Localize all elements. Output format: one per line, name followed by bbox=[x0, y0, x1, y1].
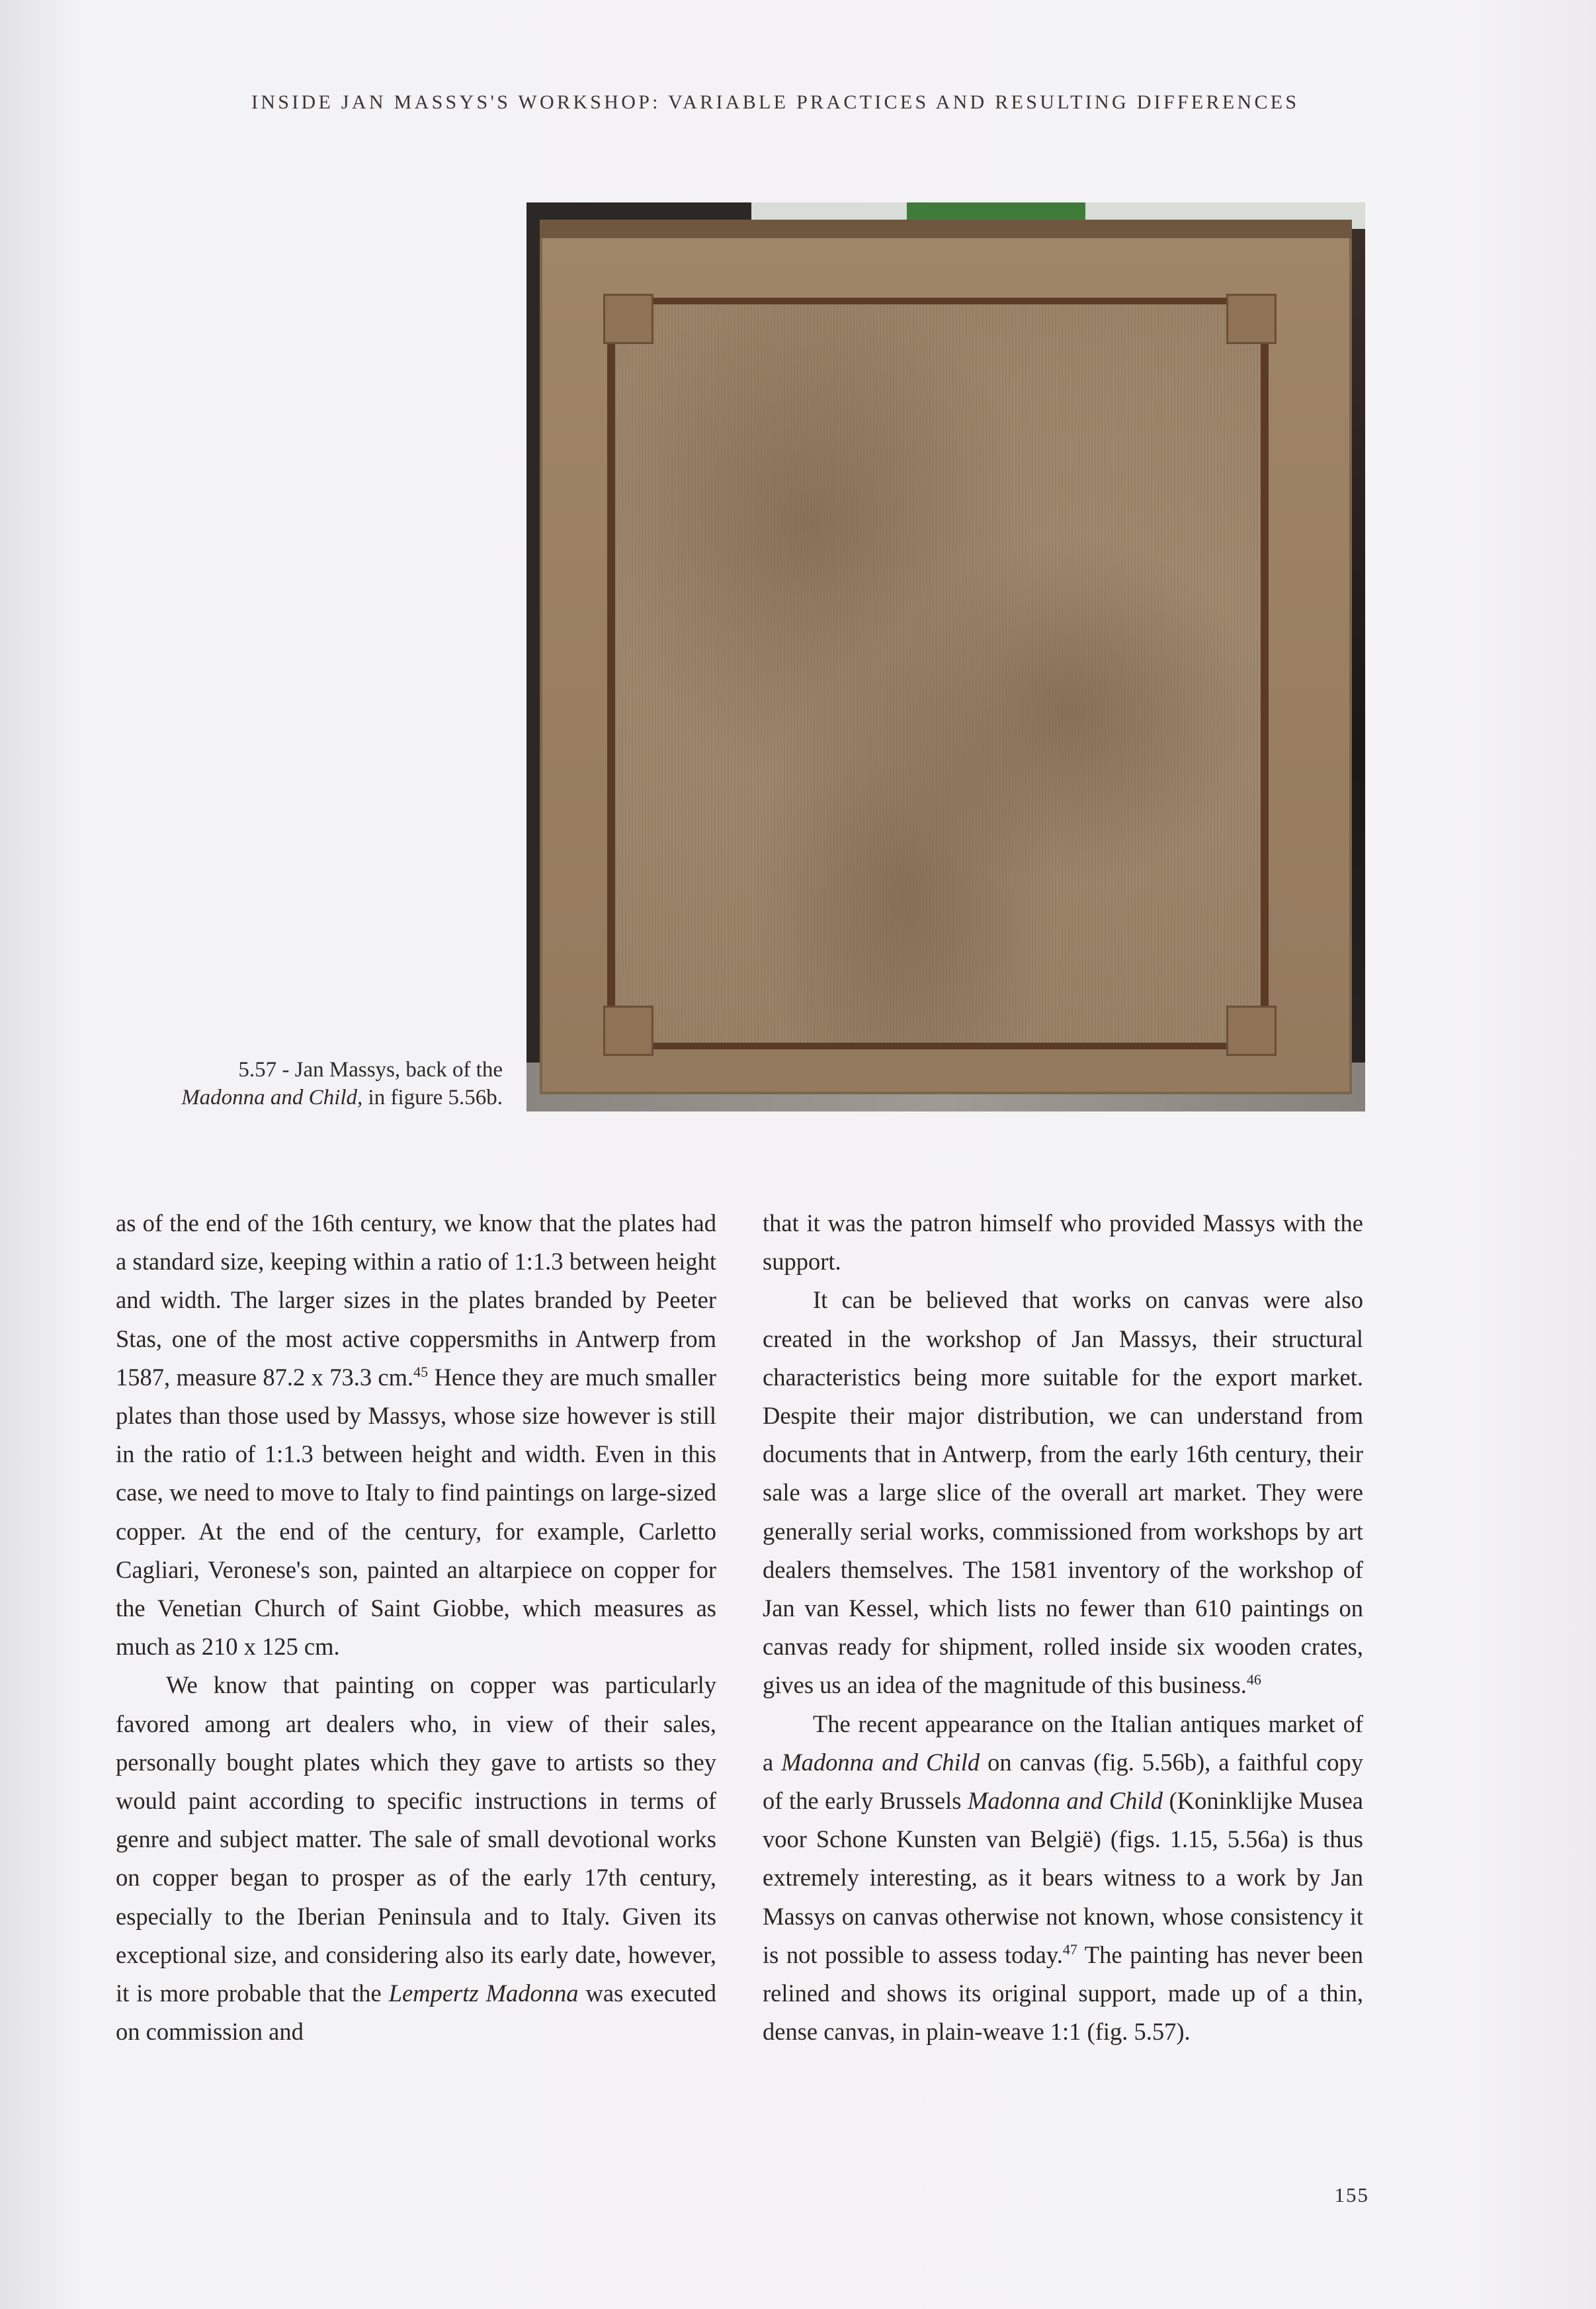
left-p1-cont: Hence they are much smaller plates than those used by Massys, whose size however is still in the ratio of 1:1.3 between height and width. Even in this case, we need to move to Italy to find paintings on large-sized copper. At the end of the century, for example, Carletto Cagliari, Veronese's son, painted an altarpiece on copper for the Venetian Church of Saint Giobbe, which measures as much as 210 x 125 cm. bbox=[116, 1363, 716, 1661]
caption-title: Madonna and Child, bbox=[181, 1086, 363, 1110]
right-p3-title-2: Madonna and Child bbox=[968, 1787, 1163, 1815]
right-paragraph-3 bbox=[763, 1705, 1363, 2052]
corner-brace-top-left bbox=[603, 294, 653, 344]
corner-brace-bottom-right bbox=[1226, 1006, 1277, 1056]
right-p2-text: It can be believed that works on canvas were also created in the workshop of Jan Massys, their structural characteristics being more suitable for the export market. Despite their major distribution, we can understand from documents that in Antwerp, from the early 16th century, their sale was a large slice of the overall art market. They were generally serial works, commissioned from workshops by art dealers themselves. The 1581 inventory of the workshop of Jan van Kessel, which lists no fewer than 610 paintings on canvas ready for shipment, rolled inside six wooden crates, gives us an idea of the magnitude of this business. bbox=[763, 1286, 1363, 1699]
figure-caption bbox=[99, 1056, 503, 1111]
figure-photo bbox=[526, 202, 1365, 1111]
caption-line-1: 5.57 - Jan Massys, back of the bbox=[238, 1058, 503, 1082]
stretcher-top-edge bbox=[540, 220, 1352, 238]
canvas-reverse bbox=[615, 304, 1261, 1043]
right-p3-a: The recent appearance on the Italian antiques market of a bbox=[763, 1710, 1363, 1776]
left-p1-text: as of the end of the 16th century, we know that the plates had a standard size, keeping within a ratio of 1:1.3 between height and width. The larger sizes in the plates branded by Peeter Stas, one of the most active coppersmiths in Antwerp from 1587, measure 87.2 x 73.3 cm. bbox=[116, 1209, 716, 1391]
footnote-ref-46[interactable]: 46 bbox=[1246, 1671, 1261, 1688]
right-paragraph-1: that it was the patron himself who provided Massys with the support. bbox=[763, 1209, 1363, 1276]
left-p2-end: was executed on commission and bbox=[116, 1980, 716, 2046]
right-p3-d: The painting has never been relined and shows its original support, made up of a thin, dense canvas, in plain-weave 1:1 (fig. 5.57). bbox=[763, 1940, 1363, 2046]
caption-line-2 bbox=[99, 1084, 503, 1111]
running-head: INSIDE JAN MASSYS'S WORKSHOP: VARIABLE PRACTICES AND RESULTING DIFFERENCES bbox=[251, 91, 1300, 113]
left-paragraph-2 bbox=[116, 1666, 716, 2051]
right-column bbox=[763, 1204, 1363, 2051]
caption-rest: in figure 5.56b. bbox=[362, 1086, 503, 1110]
right-p3-title-1: Madonna and Child bbox=[781, 1748, 980, 1776]
corner-brace-bottom-left bbox=[603, 1006, 653, 1056]
footnote-ref-45[interactable]: 45 bbox=[413, 1363, 429, 1380]
page-number: 155 bbox=[1334, 2183, 1369, 2206]
footnote-ref-47[interactable]: 47 bbox=[1062, 1940, 1077, 1958]
right-p3-b: on canvas (fig. 5.56b), a faithful copy of the early Brussels bbox=[763, 1748, 1363, 1815]
corner-brace-top-right bbox=[1226, 294, 1277, 344]
left-column bbox=[116, 1204, 716, 2051]
left-paragraph-1 bbox=[116, 1204, 716, 1666]
right-p3-c: (Koninklijke Musea voor Schone Kunsten van België) (figs. 1.15, 5.56a) is thus extremely interesting, as it bears witness to a work by Jan Massys on canvas otherwise not known, whose consistency it is not possible to assess today. bbox=[763, 1787, 1363, 1968]
right-paragraph-2 bbox=[763, 1281, 1363, 1704]
left-p2-title: Lempertz Madonna bbox=[388, 1980, 579, 2007]
left-p2-text: We know that painting on copper was particularly favored among art dealers who, in view of their sales, personally bought plates which they gave to artists so they would paint according to specific instructions in terms of genre and subject matter. The sale of small devotional works on copper began to prosper as of the early 17th century, especially to the Iberian Peninsula and to Italy. Given its exceptional size, and considering also its early date, however, it is more probable that the bbox=[116, 1671, 716, 2007]
